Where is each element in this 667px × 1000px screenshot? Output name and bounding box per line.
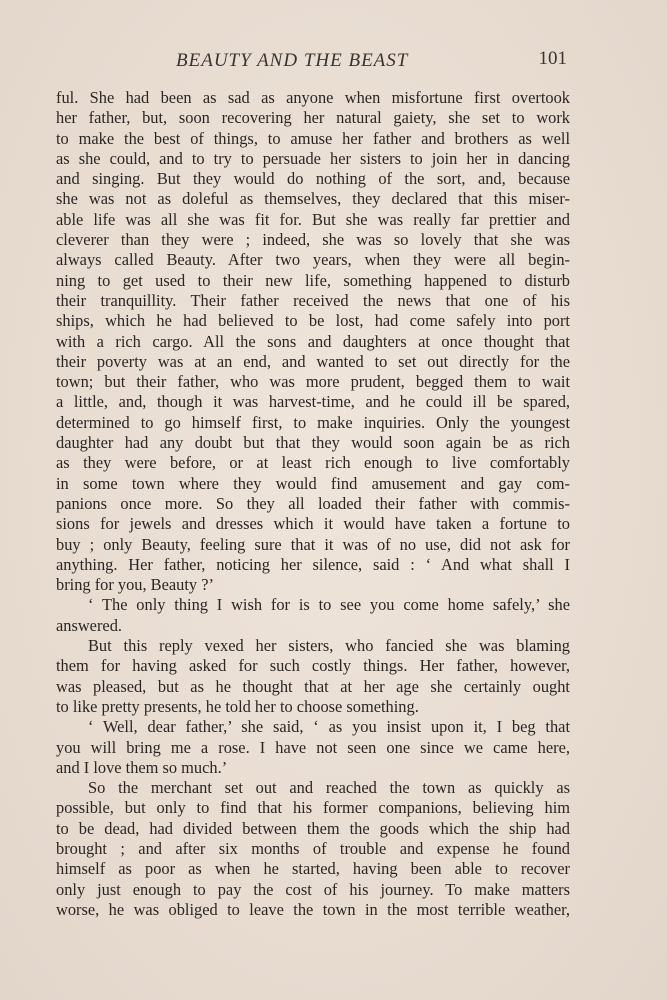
- text-line: she was not as doleful as themselves, they declared that this miser-: [56, 189, 570, 209]
- text-line: possible, but only to find that his former companions, believing him: [56, 798, 570, 818]
- text-line: to make the best of things, to amuse her father and brothers as well: [56, 128, 570, 148]
- body-text: [56, 88, 570, 920]
- text-line: buy ; only Beauty, feeling sure that it was of no use, did not ask for: [56, 534, 570, 554]
- text-line: answered.: [56, 615, 122, 635]
- text-line: ships, which he had believed to be lost, had come safely into port: [56, 311, 570, 331]
- text-line: as she could, and to try to persuade her sisters to join her in dancing: [56, 148, 570, 168]
- text-line: to be dead, had divided between them the goods which the ship had: [56, 818, 570, 838]
- text-line: only just enough to pay the cost of his journey. To make matters: [56, 879, 570, 899]
- text-line: daughter had any doubt but that they would soon again be as rich: [56, 433, 570, 453]
- text-line: But this reply vexed her sisters, who fancied she was blaming: [88, 636, 570, 656]
- running-title: BEAUTY AND THE BEAST: [176, 50, 409, 71]
- text-line: anything. Her father, noticing her silence, said : ‘ And what shall I: [56, 554, 570, 574]
- page-header: [56, 46, 567, 74]
- text-line: was pleased, but as he thought that at her age she certainly ought: [56, 676, 570, 696]
- text-line: a little, and, though it was harvest-time, and he could ill be spared,: [56, 392, 570, 412]
- text-line: to like pretty presents, he told her to choose something.: [56, 696, 419, 716]
- text-line: her father, but, soon recovering her natural gaiety, she set to work: [56, 108, 570, 128]
- text-line: always called Beauty. After two years, when they were all begin-: [56, 250, 570, 270]
- text-line: cleverer than they were ; indeed, she was so lovely that she was: [56, 230, 570, 250]
- text-line: bring for you, Beauty ?’: [56, 575, 214, 595]
- text-line: panions once more. So they all loaded their father with commis-: [56, 493, 570, 513]
- text-line: as they were before, or at least rich enough to live comfortably: [56, 453, 570, 473]
- text-line: ‘ Well, dear father,’ she said, ‘ as you insist upon it, I beg that: [88, 717, 570, 737]
- text-line: in some town where they would find amusement and gay com-: [56, 473, 570, 493]
- page-number: 101: [538, 48, 567, 69]
- text-line: with a rich cargo. All the sons and daughters at once thought that: [56, 331, 570, 351]
- text-line: sions for jewels and dresses which it would have taken a fortune to: [56, 514, 570, 534]
- text-line: ning to get used to their new life, something happened to disturb: [56, 270, 570, 290]
- text-line: determined to go himself first, to make inquiries. Only the youngest: [56, 412, 570, 432]
- text-line: So the merchant set out and reached the town as quickly as: [88, 778, 570, 798]
- text-line: able life was all she was fit for. But she was really far prettier and: [56, 209, 570, 229]
- text-line: and I love them so much.’: [56, 757, 228, 777]
- text-line: you will bring me a rose. I have not seen one since we came here,: [56, 737, 570, 757]
- text-line: ‘ The only thing I wish for is to see you come home safely,’ she: [88, 595, 570, 615]
- text-line: and singing. But they would do nothing of the sort, and, because: [56, 169, 570, 189]
- text-line: their tranquillity. Their father received the news that one of his: [56, 290, 570, 310]
- text-line: himself as poor as when he started, having been able to recover: [56, 859, 570, 879]
- text-line: them for having asked for such costly things. Her father, however,: [56, 656, 570, 676]
- text-line: town; but their father, who was more prudent, begged them to wait: [56, 372, 570, 392]
- text-line: their poverty was at an end, and wanted to set out directly for the: [56, 351, 570, 371]
- text-line: brought ; and after six months of trouble and expense he found: [56, 838, 570, 858]
- text-line: ful. She had been as sad as anyone when misfortune first overtook: [56, 88, 570, 107]
- text-line: worse, he was obliged to leave the town in the most terrible weather,: [56, 899, 570, 919]
